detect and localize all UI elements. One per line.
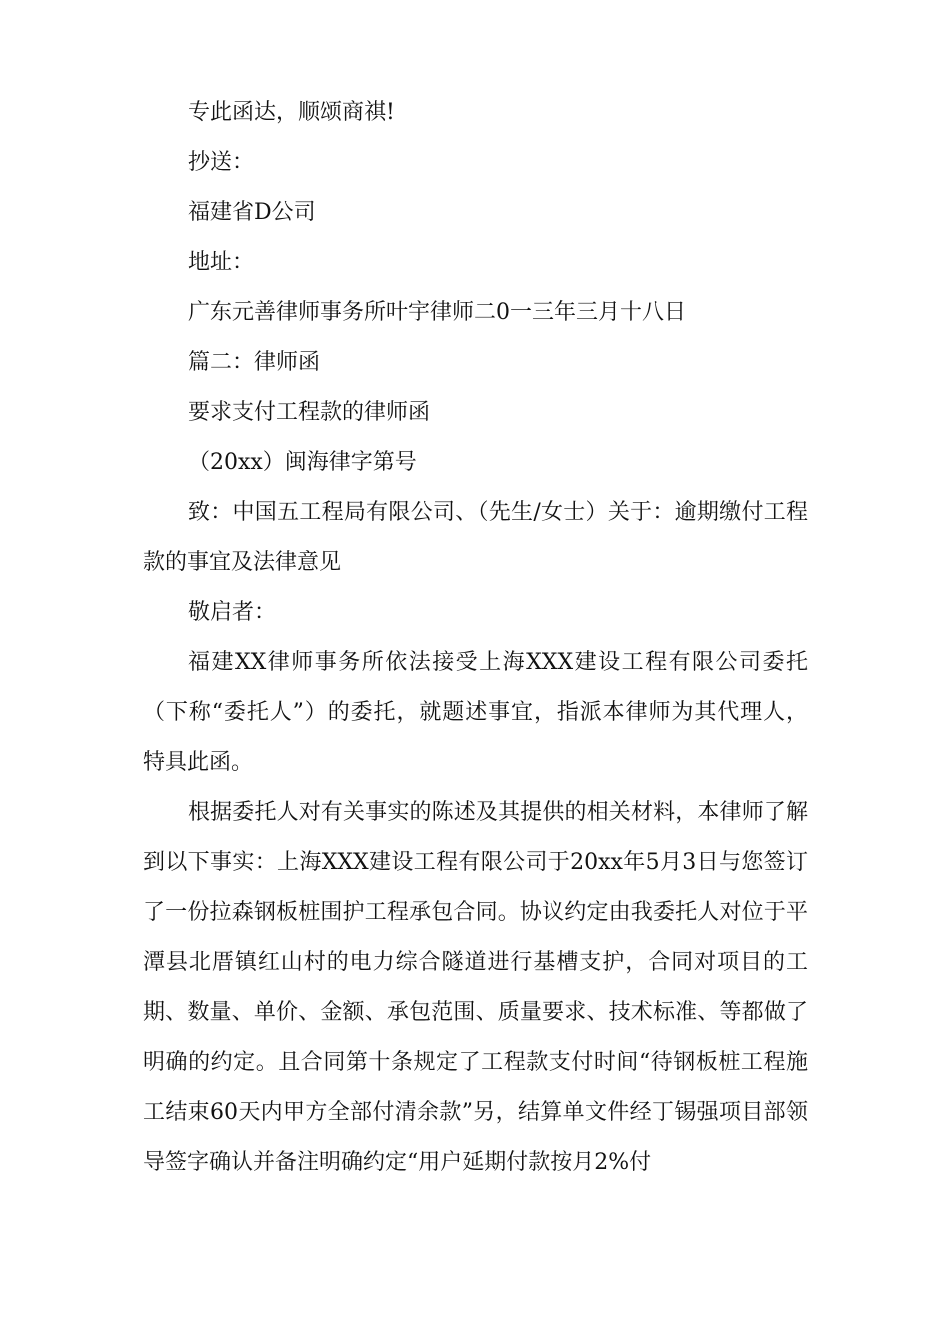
engagement-paragraph: 福建XX律师事务所依法接受上海XXX建设工程有限公司委托（下称“委托人”）的委托，就题述事宜，指派本律师为其代理人， 特具此函。 bbox=[143, 650, 808, 775]
salutation: 敬启者： bbox=[188, 600, 277, 625]
facts-paragraph: 根据委托人对有关事实的陈述及其提供的相关材料，本律师了解到以下事实：上海XXX建设工程有限公司于20xx年5月3日与您签订了一份拉森钢板桩围护工程承包合同。协议约定由我委托人对位于平潭县北厝镇红山村的电力综合隧道进行基槽支护，合同对项目的工期、数量、单价、金额、承包范围、质量要求、技术标准、等都做了明确的约定。且合同第十条规定了工程款支付时间“待钢板桩工程施工结束60天内甲方全部付清余款”另，结算单文件经丁锡强项目部领导签字确认并备注明确约定“用户延期付款按月2%付 bbox=[143, 800, 808, 1175]
cc-recipient: 福建省D公司 bbox=[188, 200, 316, 225]
addressee-paragraph: 致：中国五工程局有限公司、（先生/女士）关于：逾期缴付工程款的事宜及法律意见 bbox=[143, 500, 808, 575]
section-heading: 篇二：律师函 bbox=[188, 350, 321, 375]
closing-line: 专此函达，顺颂商祺! bbox=[188, 100, 395, 125]
address-label: 地址： bbox=[188, 250, 255, 275]
letter-title: 要求支付工程款的律师函 bbox=[188, 400, 431, 425]
cc-label: 抄送： bbox=[188, 150, 255, 175]
reference-number: （20xx）闽海律字第号 bbox=[188, 450, 417, 475]
document-body bbox=[143, 88, 808, 1188]
signature-line: 广东元善律师事务所叶宇律师二0一三年三月十八日 bbox=[188, 300, 686, 325]
